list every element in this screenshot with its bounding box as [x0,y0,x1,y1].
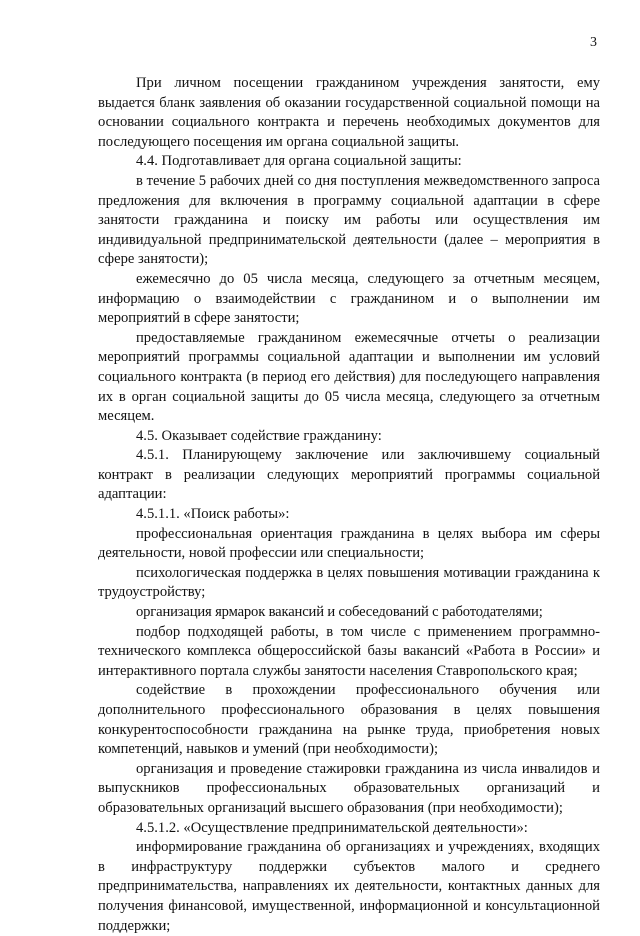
paragraph-career-guidance: профессиональная ориентация гражданина в целях выбора им сферы деятельности, новой профессии или специальности; [98,525,600,562]
paragraph-internship: организация и проведение стажировки гражданина из числа инвалидов и выпускников профессиональных образовательных организаций и образовательных организаций высшего образования (при необходимости); [98,760,600,816]
paragraph-4-4-reports: предоставляемые гражданином ежемесячные отчеты о реализации мероприятий программы социальной адаптации и выполнении им условий социального контракта (в период его действия) для последующего направления их в орган социальной защиты до 05 числа месяца, следующего за отчетным месяцем. [98,329,600,425]
paragraph-4-5-1-2-heading: 4.5.1.2. «Осуществление предпринимательской деятельности»: [136,819,528,836]
paragraph-intro-visit: При личном посещении гражданином учреждения занятости, ему выдается бланк заявления об оказании государственной социальной помощи на основании социального контракта и перечень необходимых документов для последующего посещения им органа социальной защиты. [98,75,600,150]
paragraph-4-5-1-1-heading: 4.5.1.1. «Поиск работы»: [136,506,290,523]
paragraph-job-matching: подбор подходящей работы, в том числе с применением программно-технического комплекса общероссийской базы вакансий «Работа в России» и интерактивного портала службы занятости населения Ставропольского края; [98,623,600,679]
paragraph-training: содействие в прохождении профессионального обучения или дополнительного профессионального образования в целях повышения конкурентоспособности гражданина на рынке труда, приобретения новых компетенций, навыков и умений (при необходимости); [98,682,600,758]
paragraph-4-4-heading: 4.4. Подготавливает для органа социальной защиты: [136,153,462,170]
paragraph-job-fairs: организация ярмарок вакансий и собеседований с работодателями; [136,604,543,621]
document-body [98,74,600,936]
paragraph-4-5-heading: 4.5. Оказывает содействие гражданину: [136,427,382,444]
paragraph-psych-support: психологическая поддержка в целях повышения мотивации гражданина к трудоустройству; [98,564,600,601]
paragraph-business-info: информирование гражданина об организациях и учреждениях, входящих в инфраструктуру поддержки субъектов малого и среднего предпринимательства, направлениях их деятельности, контактных данных для получения финансовой, имущественной, информационной и консультационной поддержки; [98,839,600,934]
paragraph-4-4-monthly-info: ежемесячно до 05 числа месяца, следующего за отчетным месяцем, информацию о взаимодействии с гражданином и о выполнении им мероприятий в сфере занятости; [98,270,600,327]
paragraph-4-4-proposals: в течение 5 рабочих дней со дня поступления межведомственного запроса предложения для включения в программу социальной адаптации в сфере занятости гражданина и поиску им работы или осуществления им индивидуальной предпринимательской деятельности (далее – мероприятия в сфере занятости); [98,172,600,268]
paragraph-4-5-1: 4.5.1. Планирующему заключение или заключившему социальный контракт в реализации следующих мероприятий программы социальной адаптации: [98,447,600,503]
page-number: 3 [590,35,597,50]
